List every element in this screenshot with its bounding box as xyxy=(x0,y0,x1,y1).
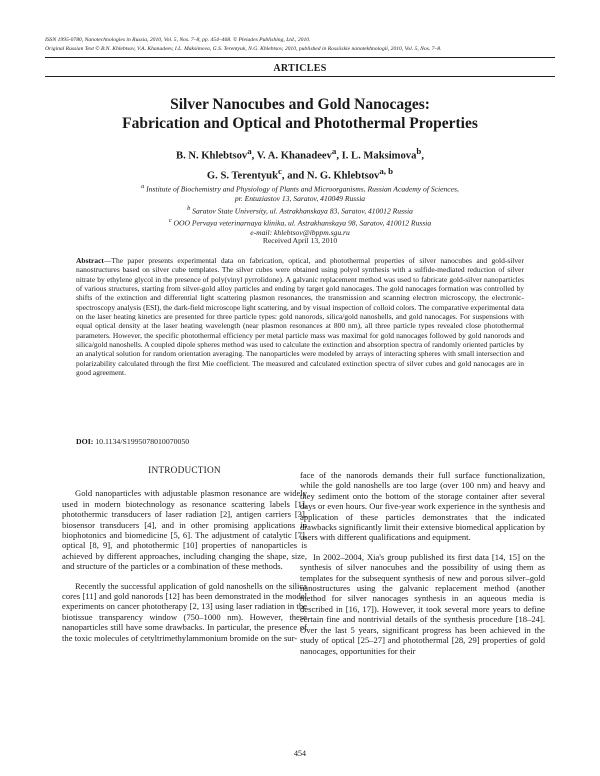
doi-label: DOI: xyxy=(76,437,94,446)
authors-line-2 xyxy=(45,164,555,184)
section-label: ARTICLES xyxy=(273,63,327,74)
header-rule-top xyxy=(45,57,555,58)
header-line-1: ISSN 1995-0780, Nanotechnologies in Russia, 2010, Vol. 5, Nos. 7–8, pp. 454–468. © Pleiades Publishing, Ltd., 2010. xyxy=(45,37,311,43)
body-column-left xyxy=(62,466,307,643)
title-line-1: Silver Nanocubes and Gold Nanocages: xyxy=(170,96,430,113)
affiliation-mark: a xyxy=(141,183,145,190)
affiliation-mark: a xyxy=(247,146,252,156)
affiliation-c: $^c$ OOO Pervaya veterinarnaya klinika, ul. Astrakhanskaya 98, Saratov, 410012 Russia xyxy=(168,216,432,228)
affiliation-a-address: pr. Entuziastov 13, Saratov, 410049 Russia xyxy=(234,194,366,204)
author-list xyxy=(45,144,555,183)
affiliations xyxy=(45,182,555,238)
affiliation-a: $^a$ Institute of Biochemistry and Physiology of Plants and Microorganisms, Russian Academy of Sciences, xyxy=(141,183,459,194)
received-date: Received April 13, 2010 xyxy=(262,236,338,245)
author-separator: , xyxy=(421,150,424,162)
affiliation-mark: a xyxy=(331,146,337,156)
title-line-2: Fabrication and Optical and Photothermal Properties xyxy=(122,115,478,132)
paragraph: Recently the successful application of gold nanoshells on the silica cores [11] and gold nanorods [12] has been demonstrated in the model experiments on cancer phototherapy [2, 13] using laser radiation in the biotissue transparency window (750–1000 nm). However, these nanoparticles still have some drawbacks. In particular, the presence of the toxic molecules of cetyltrimethylammonium bromide on the sur- xyxy=(62,580,307,643)
affiliation-mark: b xyxy=(416,146,422,156)
article-title xyxy=(45,95,555,133)
affiliation-mark: c xyxy=(168,216,172,224)
affiliation-mark: c xyxy=(277,165,282,176)
header-line-2: Original Russian Text © B.N. Khlebtsov, V.A. Khanadeev, I.L. Maksimova, G.S. Terentyuk, N.G. Khlebtsov, 2010, published in Rossiiskie nanotekhnologii, 2010, Vol. 5, Nos. 7–8. xyxy=(45,45,442,52)
abstract-text: —The paper presents experimental data on fabrication, optical, and photothermal properties of silver nanocubes and gold-silver nanostructures based on silver cube templates. The silver cubes were obtained using polyol synthesis with a sulfide-mediated reduction of silver nitrate by ethylene glycol in the presence of poly(vinyl pyrrolidone). A galvanic replacement method was used to fabricate gold-silver nanoparticles of various structures, starting from silver-gold alloy particles and ending by target gold nanocages. The gold nanocages formation was controlled by shifts of the extinction and differential light scattering plasmon resonances, the transmission and scanning electron microscopy, the electronic-spectroscopy analysis (ESI), the dark-field microscope light scattering, and by visual inspection of colloid colors. The comparative experimental data on the laser heating kinetics are presented for three particle types: gold nanorods, silica/gold nanoshells, and gold nanocages. For suspensions with equal optical density at the laser heating wavelength (near plasmon resonances at 800 nm), all three particle types revealed close photothermal parameters. However, the specific photothermal efficiency per metal particle mass was maximal for gold nanocages followed by gold nanorods and silica/gold nanoshells. A coupled dipole spheres method was used to calculate the extinction and absorption spectra of randomly oriented particles by an analytical solution for random orientation averaging. The nanoparticles were modeled by arrays of interacting spheres with small intersection and polarizability calculated through the first Mie coefficient. The measured and calculated extinction spectra of silver cubes and gold nanocages are in good agreement. xyxy=(76,256,524,378)
page-number: 454 xyxy=(294,749,306,758)
affiliation-mark: b xyxy=(187,204,191,212)
section-heading-introduction: INTRODUCTION xyxy=(148,466,221,476)
paragraph: In 2002–2004, Xia's group published its first data [14, 15] on the synthesis of silver nanocubes and the possibility of using them as templates for the subsequent synthesis of new and porous silver–gold nanostructures using the galvanic replacement method (another method for silver nanocages synthesis in an aqueous media is described in [16, 17]). However, it took several more years to define certain fine and nontrivial details of the synthesis procedure [18–24]. Over the last 5 years, significant progress has been achieved in the study of optical [25–27] and photothermal [28, 29] properties of gold nanocages, opportunities for their xyxy=(300,551,545,656)
authors-line-1 xyxy=(45,144,555,164)
affiliation-mark: a, b xyxy=(379,165,394,176)
contact-email[interactable]: e-mail: khlebtsov@ibppm.sgu.ru xyxy=(250,227,350,237)
author-name: , V. A. Khanadeev xyxy=(251,150,332,162)
running-header xyxy=(45,36,555,53)
header-rule-bottom xyxy=(45,76,555,77)
body-column-right xyxy=(300,470,545,656)
abstract-label: Abstract xyxy=(76,256,104,265)
abstract xyxy=(76,256,524,377)
paragraph: face of the nanorods demands their full surface functionalization, while the gold nanoshells are too large (over 100 nm) and heavy and they sediment onto the bottom of the storage container after several days or even hours. Our five-year work experience in the synthesis and application of these particles demonstrates that the indicated drawbacks significantly limit their extensive biomedical application by users with different qualifications and equipment. xyxy=(300,470,545,543)
author-name: , I. L. Maksimova xyxy=(336,150,417,162)
affiliation-b: $^b$ Saratov State University, ul. Astrakhanskaya 83, Saratov, 410012 Russia xyxy=(187,204,413,216)
doi xyxy=(76,437,189,446)
author-name: G. S. Terentyuk xyxy=(206,170,278,182)
author-name: B. N. Khlebtsov xyxy=(176,150,248,162)
doi-value[interactable]: 10.1134/S1995078010070050 xyxy=(95,437,190,446)
author-name: , and N. G. Khlebtsov xyxy=(281,170,380,182)
paragraph: Gold nanoparticles with adjustable plasmon resonance are widely used in modern biotechnology as resonance scattering labels [1], photothermic transducers of laser radiation [2], antigen carriers [3], biosensor transducers [4], and in other promising applications in biophotonics and biomedicine [5, 6]. The adjustment of catalytic [7], optical [8, 9], and photothermic [10] properties of nanoparticles is achieved by different approaches, including changing the shape, size, and structure of the particles or a combination of these methods. xyxy=(62,488,307,572)
